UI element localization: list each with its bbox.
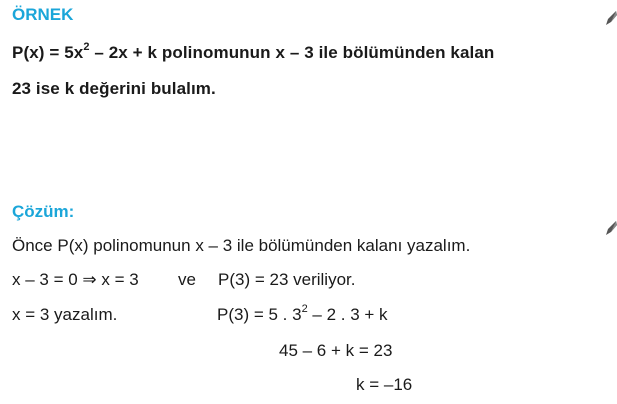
solution-line-2-ve: ve [178,270,196,289]
solution-line-3-right-part1: P(3) = 5 . 3 [217,305,302,324]
solution-line-3-right-part2: – 2 . 3 + k [307,305,388,324]
problem-line-2: 23 ise k değerini bulalım. [12,79,216,98]
solution-line-1: Önce P(x) polinomunun x – 3 ile bölümünden kalanı yazalım. [12,236,471,255]
problem-line-1-part1: P(x) = 5x [12,43,84,62]
solution-heading: Çözüm: [12,202,75,221]
example-heading: ÖRNEK [12,5,74,24]
solution-exponent: 2 [301,303,308,315]
pen-mark-icon [605,220,617,238]
pen-mark-icon [605,10,617,28]
problem-line-1-part2: – 2x + k polinomunun x – 3 ile bölümünden kalan [89,43,495,62]
solution-line-2-left: x – 3 = 0 ⇒ x = 3 [12,270,139,289]
solution-line-5: k = –16 [356,375,413,394]
solution-line-2-right: P(3) = 23 veriliyor. [218,270,356,289]
solution-line-3-left: x = 3 yazalım. [12,305,118,324]
solution-line-3-right [217,305,388,325]
problem-line-1 [12,43,494,63]
problem-exponent: 2 [83,41,90,53]
solution-line-4: 45 – 6 + k = 23 [279,341,393,360]
